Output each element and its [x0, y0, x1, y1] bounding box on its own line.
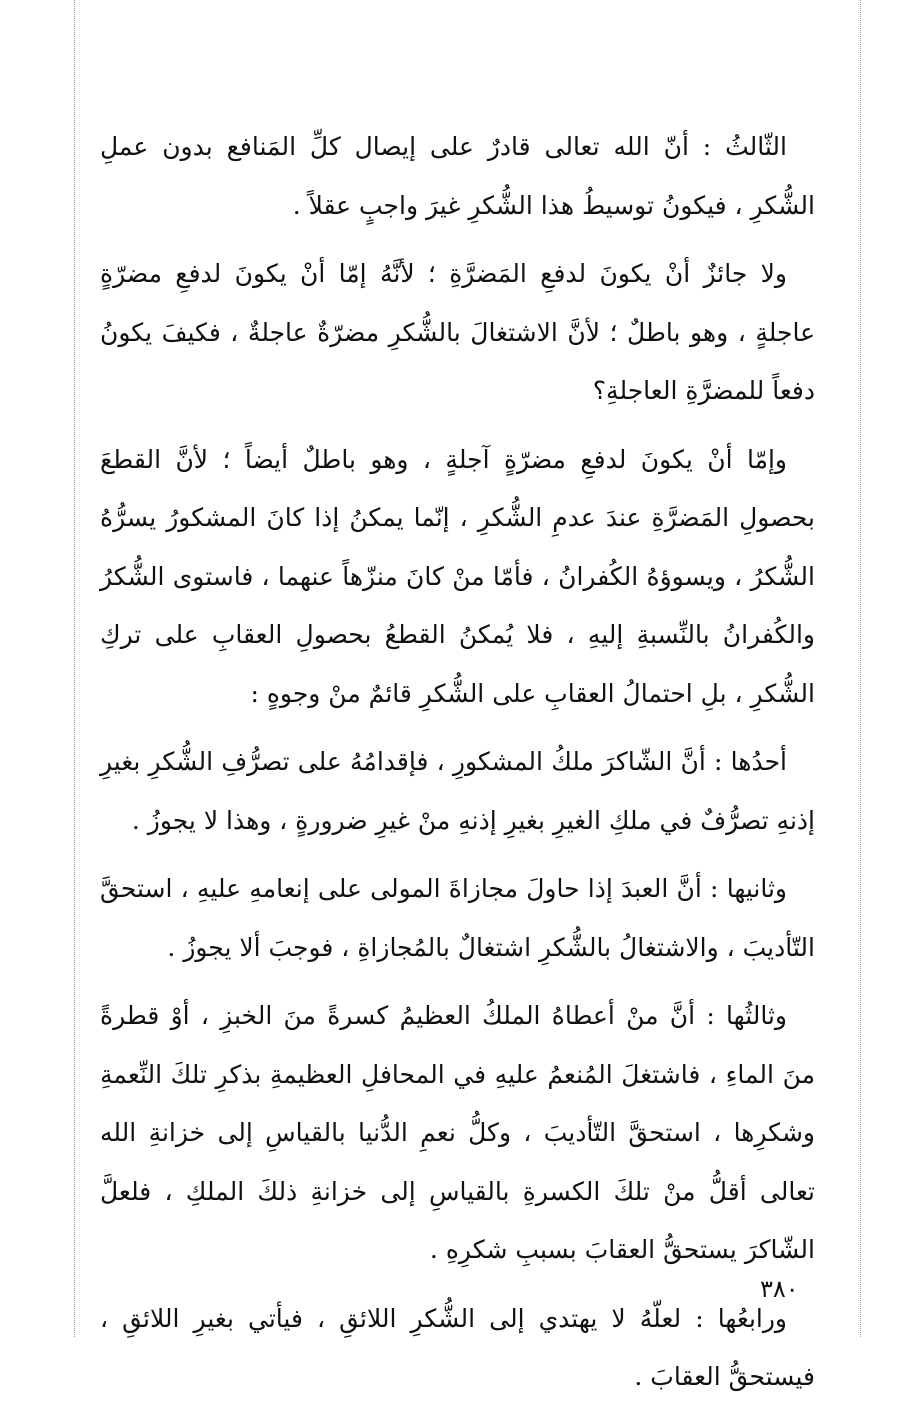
page-number: ٣٨٠: [760, 1275, 799, 1303]
dotted-margin-line-left: [74, 0, 75, 1337]
paragraph-first-reason: أحدُها : أنَّ الشّاكرَ ملكُ المشكورِ ، فإقدامُهُ على تصرُّفِ الشُّكرِ بغيرِ إذنهِ تصرُّفٌ في ملكِ الغيرِ بغيرِ إذنهِ منْ غيرِ ضرورةٍ ، وهذا لا يجوزُ .: [100, 747, 815, 835]
dotted-margin-line-right: [860, 0, 861, 1337]
paragraph-fourth-reason: ورابعُها : لعلّهُ لا يهتدي إلى الشُّكرِ اللائقِ ، فيأتي بغيرِ اللائقِ ، فيستحقُّ العقابَ .: [100, 1303, 815, 1391]
page-body: [100, 118, 815, 1417]
paragraph-immediate-harm: ولا جائزٌ أنْ يكونَ لدفعِ المَضرَّةِ ؛ لأنَّهُ إمّا أنْ يكونَ لدفعِ مضرّةٍ عاجلةٍ ، وهو باطلٌ ؛ لأنَّ الاشتغالَ بالشُّكرِ مضرّةٌ عاجلةٌ ، فكيفَ يكونُ دفعاً للمضرَّةِ العاجلةِ؟: [100, 259, 815, 405]
paragraph-third-reason: وثالثُها : أنَّ منْ أعطاهُ الملكُ العظيمُ كسرةً منَ الخبزِ ، أوْ قطرةً منَ الماءِ ، فاشتغلَ المُنعمُ عليهِ في المحافلِ العظيمةِ بذكرِ تلكَ النِّعمةِ وشكرِها ، استحقَّ التّأديبَ ، وكلُّ نعمِ الدُّنيا بالقياسِ إلى خزانةِ الله تعالى أقلُّ منْ تلكَ الكسرةِ بالقياسِ إلى خزانةِ ذلكَ الملكِ ، فلعلَّ الشّاكرَ يستحقُّ العقابَ بسببِ شكرِهِ .: [100, 1001, 815, 1264]
paragraph-third-argument: الثّالثُ : أنّ الله تعالى قادرٌ على إيصال كلِّ المَنافع بدون عملِ الشُّكرِ ، فيكونُ توسيطُ هذا الشُّكرِ غيرَ واجبٍ عقلاً .: [100, 132, 815, 220]
paragraph-deferred-harm: وإمّا أنْ يكونَ لدفعِ مضرّةٍ آجلةٍ ، وهو باطلٌ أيضاً ؛ لأنَّ القطعَ بحصولِ المَضرَّةِ عندَ عدمِ الشُّكرِ ، إنّما يمكنُ إذا كانَ المشكورُ يسرُّهُ الشُّكرُ ، ويسوؤهُ الكُفرانُ ، فأمّا منْ كانَ منزّهاً عنهما ، فاستوى الشُّكرُ والكُفرانُ بالنِّسبةِ إليهِ ، فلا يُمكنُ القطعُ بحصولِ العقابِ على تركِ الشُّكرِ ، بلِ احتمالُ العقابِ على الشُّكرِ قائمٌ منْ وجوهٍ :: [100, 444, 815, 708]
paragraph-second-reason: وثانيها : أنَّ العبدَ إذا حاولَ مجازاةَ المولى على إنعامهِ عليهِ ، استحقَّ التّأديبَ ، والاشتغالُ بالشُّكرِ اشتغالٌ بالمُجازاةِ ، فوجبَ ألا يجوزُ .: [100, 874, 815, 962]
